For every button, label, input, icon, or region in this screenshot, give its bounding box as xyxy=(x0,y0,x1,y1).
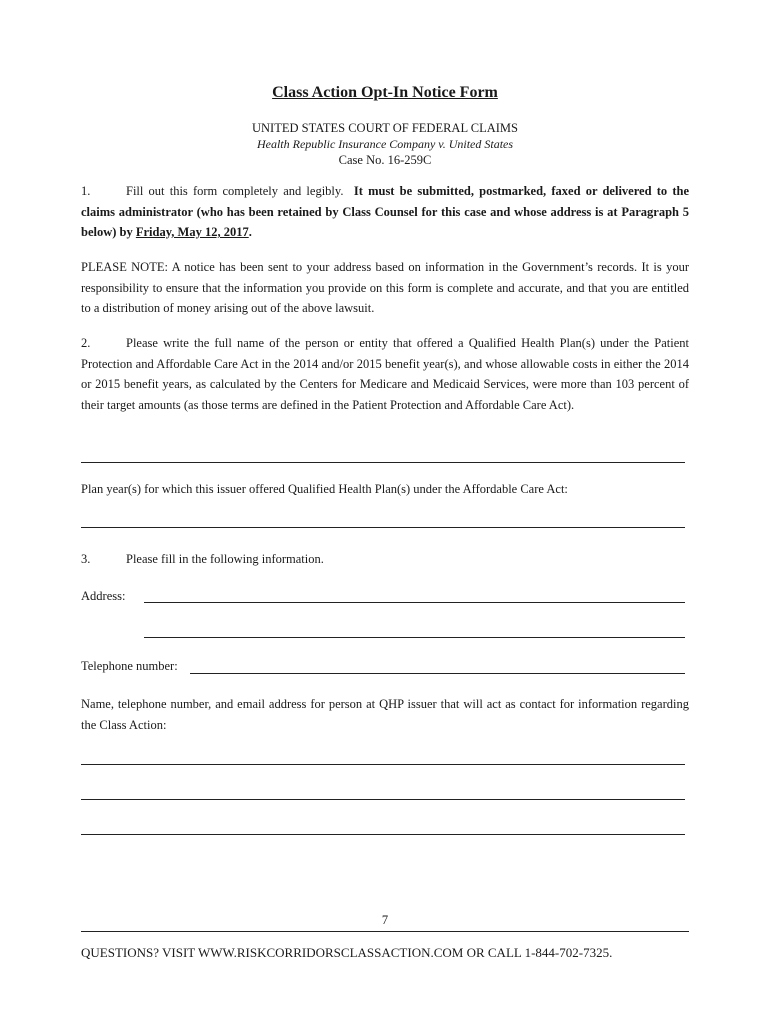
address-field-line-1[interactable] xyxy=(144,602,685,603)
submission-deadline: Friday, May 12, 2017 xyxy=(135,225,249,239)
issuer-name-field[interactable] xyxy=(81,462,685,463)
section-1-instruction: Fill out this form completely and legibly. xyxy=(126,184,344,198)
contact-field-line-3[interactable] xyxy=(81,834,685,835)
section-1-period: . xyxy=(248,225,252,239)
court-name: UNITED STATES COURT OF FEDERAL CLAIMS xyxy=(252,121,518,135)
telephone-field[interactable] xyxy=(190,673,685,674)
footer-questions: QUESTIONS? VISIT WWW.RISKCORRIDORSCLASSACTION.COM OR CALL 1-844-702-7325. xyxy=(81,945,613,960)
form-title: Class Action Opt-In Notice Form xyxy=(272,84,498,101)
section-3-text: Please fill in the following information. xyxy=(126,552,324,566)
address-field-line-2[interactable] xyxy=(144,637,685,638)
contact-label: Name, telephone number, and email address for person at QHP issuer that will act as contact for information regarding the Class Action: xyxy=(81,697,689,732)
address-label: Address: xyxy=(81,589,126,603)
please-note-paragraph: PLEASE NOTE: A notice has been sent to your address based on information in the Government’s records. It is your responsibility to ensure that the information you provide on this form is complete and accurate, and that you are entitled to a distribution of money arising out of the above lawsuit. xyxy=(81,260,689,315)
plan-years-field[interactable] xyxy=(81,527,685,528)
section-1-submission-requirement: It must be submitted, postmarked, faxed or delivered to the claims administrator (who has been retained by Class Counsel for this case and whose address is at Paragraph 5 below) by xyxy=(81,184,689,239)
contact-field-line-2[interactable] xyxy=(81,799,685,800)
section-2-number: 2. xyxy=(81,336,91,350)
case-number: Case No. 16-259C xyxy=(338,153,432,167)
footer-divider xyxy=(81,931,689,932)
section-1-number: 1. xyxy=(81,184,91,198)
contact-field-line-1[interactable] xyxy=(81,764,685,765)
section-2-paragraph xyxy=(81,333,689,415)
section-3-heading xyxy=(81,552,324,567)
section-3-number: 3. xyxy=(81,552,91,566)
telephone-label: Telephone number: xyxy=(81,659,178,673)
plan-years-label: Plan year(s) for which this issuer offered Qualified Health Plan(s) under the Affordable Care Act: xyxy=(81,482,568,496)
case-caption: Health Republic Insurance Company v. United States xyxy=(256,137,514,151)
page-number: 7 xyxy=(381,913,389,927)
section-2-text: Please write the full name of the person or entity that offered a Qualified Health Plan(s) under the Patient Protection and Affordable Care Act in the 2014 and/or 2015 benefit year(s), and whose allowable costs in either the 2014 or 2015 benefit years, as calculated by the Centers for Medicare and Medicaid Services, were more than 103 percent of their target amounts (as those terms are defined in the Patient Protection and Affordable Care Act). xyxy=(81,336,689,412)
section-1-paragraph xyxy=(81,181,689,243)
